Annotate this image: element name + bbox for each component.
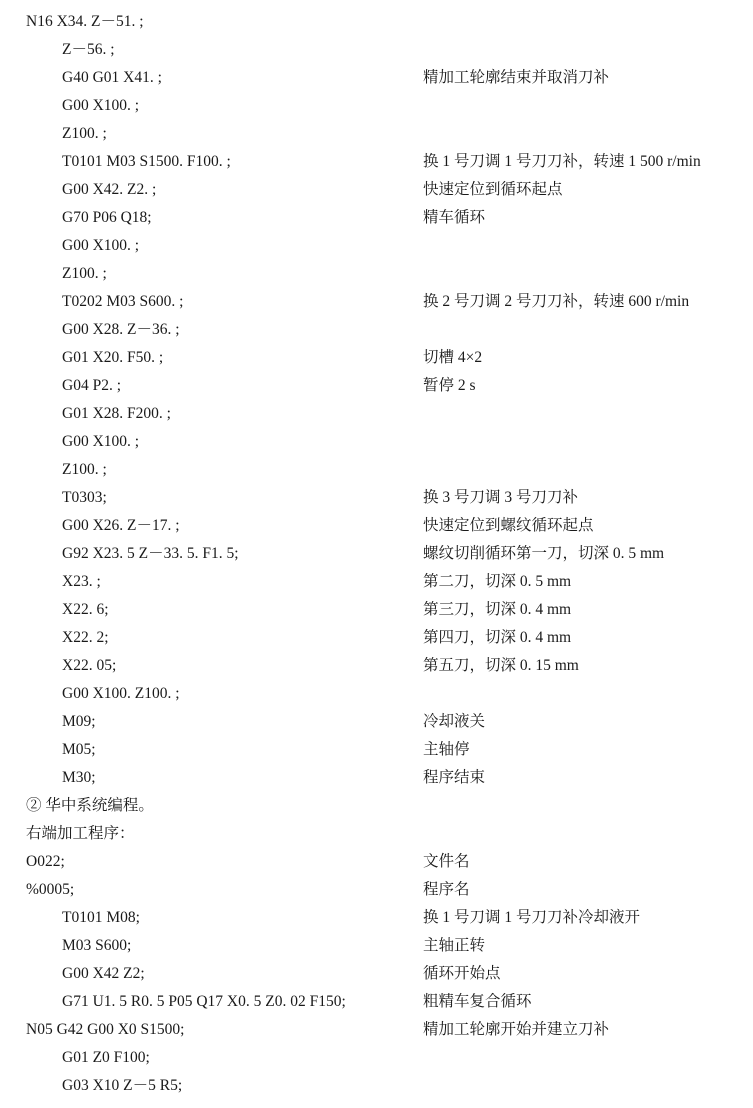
code-text: G00 X100. ; [62, 237, 140, 254]
program-line [0, 176, 753, 204]
program-line [0, 596, 753, 624]
program-line [0, 1072, 753, 1100]
code-text: G01 X28. F200. ; [62, 405, 171, 422]
code-text: %0005; [26, 881, 75, 898]
comment-text: 冷却液关 [423, 713, 486, 730]
comment-text: 螺纹切削循环第一刀，切深 0. 5 mm [423, 545, 665, 562]
program-line [0, 456, 753, 484]
program-line [0, 820, 753, 848]
program-line [0, 8, 753, 36]
code-text: M30; [62, 769, 96, 786]
program-line [0, 344, 753, 372]
program-line [0, 652, 753, 680]
comment-text: 第二刀，切深 0. 5 mm [423, 573, 572, 590]
code-text: G40 G01 X41. ; [62, 69, 162, 86]
program-line [0, 904, 753, 932]
code-text: X23. ; [62, 573, 101, 590]
comment-text: 换 3 号刀调 3 号刀刀补 [423, 489, 579, 506]
program-line [0, 120, 753, 148]
program-line [0, 876, 753, 904]
program-line [0, 568, 753, 596]
comment-text: 精加工轮廓结束并取消刀补 [423, 69, 610, 86]
code-text: G03 X10 Z－5 R5; [62, 1077, 183, 1094]
comment-text: 换 2 号刀调 2 号刀刀补，转速 600 r/min [423, 293, 690, 310]
code-text: M09; [62, 713, 96, 730]
code-text: ② 华中系统编程。 [26, 797, 154, 814]
code-text: Z100. ; [62, 265, 107, 282]
code-text: 右端加工程序： [26, 825, 135, 842]
code-text: N16 X34. Z－51. ; [26, 13, 144, 30]
program-line [0, 288, 753, 316]
program-line [0, 1016, 753, 1044]
program-line [0, 624, 753, 652]
code-text: O022; [26, 853, 65, 870]
code-text: G00 X42. Z2. ; [62, 181, 157, 198]
program-line [0, 960, 753, 988]
program-line [0, 260, 753, 288]
program-line [0, 484, 753, 512]
program-line [0, 428, 753, 456]
code-text: G00 X100. ; [62, 433, 140, 450]
program-line [0, 400, 753, 428]
code-text: Z100. ; [62, 461, 107, 478]
program-line [0, 932, 753, 960]
comment-text: 第五刀，切深 0. 15 mm [423, 657, 579, 674]
code-text: G04 P2. ; [62, 377, 121, 394]
code-text: G70 P06 Q18; [62, 209, 152, 226]
comment-text: 快速定位到循环起点 [423, 181, 563, 198]
comment-text: 主轴停 [423, 741, 470, 758]
program-line [0, 232, 753, 260]
comment-text: 精车循环 [423, 209, 486, 226]
program-line [0, 988, 753, 1016]
program-line [0, 64, 753, 92]
code-text: G00 X28. Z－36. ; [62, 321, 180, 338]
code-text: G92 X23. 5 Z－33. 5. F1. 5; [62, 545, 239, 562]
program-line [0, 708, 753, 736]
program-line [0, 540, 753, 568]
comment-text: 粗精车复合循环 [423, 993, 532, 1010]
code-text: Z－56. ; [62, 41, 115, 58]
code-text: G00 X100. ; [62, 97, 140, 114]
comment-text: 快速定位到螺纹循环起点 [423, 517, 594, 534]
code-text: G01 X20. F50. ; [62, 349, 164, 366]
comment-text: 第三刀，切深 0. 4 mm [423, 601, 572, 618]
program-line [0, 148, 753, 176]
comment-text: 循环开始点 [423, 965, 501, 982]
comment-text: 换 1 号刀调 1 号刀刀补，转速 1 500 r/min [423, 153, 701, 170]
program-line [0, 736, 753, 764]
code-text: T0101 M08; [62, 909, 140, 926]
program-line [0, 680, 753, 708]
comment-text: 程序结束 [423, 769, 486, 786]
comment-text: 换 1 号刀调 1 号刀刀补冷却液开 [423, 909, 641, 926]
program-line [0, 204, 753, 232]
code-text: X22. 05; [62, 657, 117, 674]
program-line [0, 792, 753, 820]
program-line [0, 1044, 753, 1072]
comment-text: 切槽 4×2 [423, 349, 483, 366]
code-text: T0303; [62, 489, 107, 506]
code-text: X22. 2; [62, 629, 109, 646]
program-line [0, 316, 753, 344]
code-text: G01 Z0 F100; [62, 1049, 150, 1066]
program-line [0, 848, 753, 876]
code-text: M03 S600; [62, 937, 132, 954]
code-text: G00 X26. Z－17. ; [62, 517, 180, 534]
program-line [0, 372, 753, 400]
code-text: T0101 M03 S1500. F100. ; [62, 153, 231, 170]
code-text: G00 X100. Z100. ; [62, 685, 180, 702]
program-line [0, 764, 753, 792]
comment-text: 第四刀，切深 0. 4 mm [423, 629, 572, 646]
code-text: M05; [62, 741, 96, 758]
code-text: N05 G42 G00 X0 S1500; [26, 1021, 185, 1038]
comment-text: 文件名 [423, 853, 470, 870]
code-text: G71 U1. 5 R0. 5 P05 Q17 X0. 5 Z0. 02 F150; [62, 993, 346, 1010]
code-text: G00 X42 Z2; [62, 965, 145, 982]
comment-text: 暂停 2 s [423, 377, 476, 394]
program-line [0, 512, 753, 540]
code-text: T0202 M03 S600. ; [62, 293, 184, 310]
comment-text: 主轴正转 [423, 937, 486, 954]
comment-text: 程序名 [423, 881, 470, 898]
program-line [0, 36, 753, 64]
code-text: Z100. ; [62, 125, 107, 142]
comment-text: 精加工轮廓开始并建立刀补 [423, 1021, 610, 1038]
program-line [0, 92, 753, 120]
code-text: X22. 6; [62, 601, 109, 618]
